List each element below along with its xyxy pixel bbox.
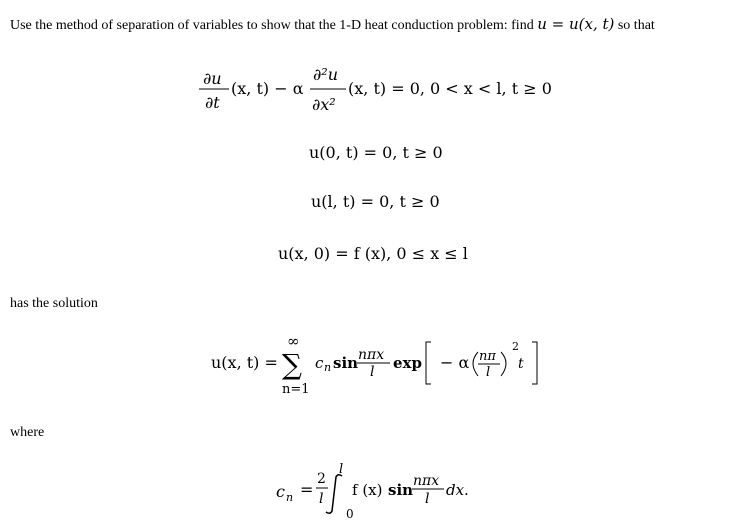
sum-lower-limit: n=1 <box>282 382 310 397</box>
inner-numerator: nπ <box>479 349 496 364</box>
solution-frac-numerator: nπx <box>358 347 385 363</box>
right-paren <box>501 352 506 376</box>
intro-condition-variable: u = u(x, t) <box>537 15 615 33</box>
l-denominator: l <box>319 491 324 507</box>
pde-equation <box>0 62 744 122</box>
intro-so-that: so that <box>617 18 655 33</box>
intro-text: Use the method of separation of variables to show that the 1-D heat conduction problem: find <box>10 18 534 33</box>
bc-left-text: u(0, t) = 0, t ≥ 0 <box>309 143 443 162</box>
solution-equation <box>0 330 744 400</box>
boundary-condition-right <box>0 187 744 217</box>
initial-condition <box>0 237 744 267</box>
cn-equals: = <box>300 480 314 499</box>
coefficient-frac-numerator: nπx <box>413 473 440 489</box>
intro-paragraph <box>10 15 655 34</box>
integral-upper-limit: l <box>339 462 344 477</box>
left-square-bracket <box>426 342 431 384</box>
solution-minus-alpha: − α <box>440 353 470 372</box>
integrand-fx: f (x) <box>352 481 383 499</box>
right-square-bracket <box>532 342 537 384</box>
bc-left-svg <box>0 138 744 168</box>
sum-symbol: ∑ <box>282 348 302 381</box>
boundary-condition-left <box>0 138 744 168</box>
where-text: where <box>10 425 45 440</box>
pde-args-2: (x, t) = 0, 0 < x < l, t ≥ 0 <box>348 79 552 98</box>
solution-svg <box>0 330 744 400</box>
bc-right-svg <box>0 187 744 217</box>
left-paren <box>473 352 478 376</box>
ic-svg <box>0 237 744 267</box>
cn-subscript: n <box>286 491 294 504</box>
pde-du: ∂u <box>203 69 222 88</box>
integral-lower-limit: 0 <box>346 507 354 521</box>
coefficient-sin: sin <box>388 481 414 499</box>
ic-text: u(x, 0) = f (x), 0 ≤ x ≤ l <box>278 244 468 263</box>
solution-exp: exp <box>393 354 422 372</box>
coefficient-equation <box>0 455 744 532</box>
pde-equation-svg <box>0 62 744 122</box>
sum-upper-limit: ∞ <box>287 332 300 350</box>
solution-lhs: u(x, t) = <box>211 353 278 372</box>
solution-t: t <box>518 356 524 372</box>
inner-denominator: l <box>486 365 491 380</box>
cn-c: c <box>276 482 285 501</box>
bc-right-text: u(l, t) = 0, t ≥ 0 <box>311 192 440 211</box>
solution-frac-denominator: l <box>370 364 375 380</box>
pde-dx2: ∂x² <box>312 95 336 114</box>
integral-sign <box>326 475 342 514</box>
coefficient-subscript: n <box>324 361 332 374</box>
inner-power: 2 <box>512 340 519 353</box>
coefficient-c: c <box>315 354 324 372</box>
pde-d2u: ∂²u <box>313 65 338 84</box>
coefficient-frac-denominator: l <box>425 491 430 507</box>
has-solution-text: has the solution <box>10 296 98 311</box>
pde-dt: ∂t <box>205 93 220 112</box>
coefficient-svg <box>0 455 744 532</box>
solution-sin: sin <box>333 354 359 372</box>
coefficient-dx: dx. <box>446 481 469 499</box>
two-numerator: 2 <box>317 471 326 487</box>
pde-args-1: (x, t) − α <box>231 79 304 98</box>
